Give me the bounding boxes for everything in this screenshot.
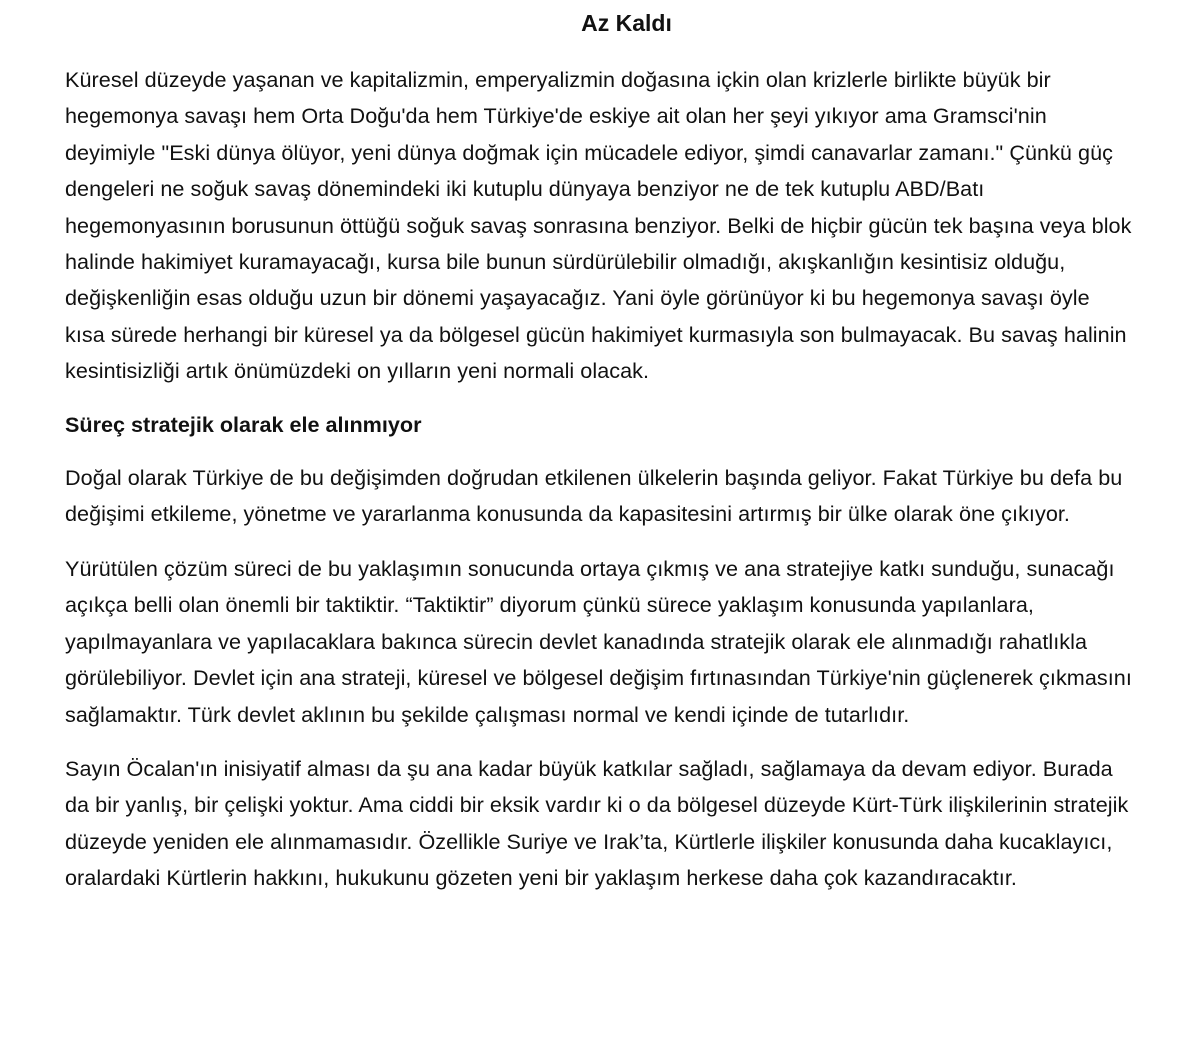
section-heading: Süreç stratejik olarak ele alınmıyor bbox=[65, 411, 422, 437]
paragraph-1: Küresel düzeyde yaşanan ve kapitalizmin, emperyalizmin doğasına içkin olan krizlerle birlikte büyük bir hegemonya savaşı hem Orta Doğu'da hem Türkiye'de eskiye ait olan her şeyi yıkıyor ama Gramsci'nin deyimiyle "Eski dünya ölüyor, yeni dünya doğmak için mücadele ediyor, şimdi canavarlar zamanı." Çünkü güç dengeleri ne soğuk savaş dönemindeki iki kutuplu dünyaya benziyor ne de tek kutuplu ABD/Batı hegemonyasının borusunun öttüğü soğuk savaş sonrasına benziyor. Belki de hiçbir gücün tek başına veya blok halinde hakimiyet kuramayacağı, kursa bile bunun sürdürülebilir olmadığı, akışkanlığın kesintisiz olduğu, değişkenliğin esas olduğu uzun bir dönemi yaşayacağız. Yani öyle görünüyor ki bu hegemonya savaşı öyle kısa sürede herhangi bir küresel ya da bölgesel gücün hakimiyet kurmasıyla son bulmayacak. Bu savaş halinin kesintisizliği artık önümüzdeki on yılların yeni normali olacak. bbox=[65, 67, 1132, 384]
paragraph-2: Doğal olarak Türkiye de bu değişimden doğrudan etkilenen ülkelerin başında geliyor. Fakat Türkiye bu defa bu değişimi etkileme, yönetme ve yararlanma konusunda da kapasitesini artırmış bir ülke olarak öne çıkıyor. bbox=[65, 465, 1123, 527]
article bbox=[65, 6, 1135, 897]
paragraph-3: Yürütülen çözüm süreci de bu yaklaşımın sonucunda ortaya çıkmış ve ana stratejiye katkı sunduğu, sunacağı açıkça belli olan önemli bir taktiktir. “Taktiktir” diyorum çünkü sürece yaklaşım konusunda yapılanlara, yapılmayanlara ve yapılacaklara bakınca sürecin devlet kanadında stratejik olarak ele alınmadığı rahatlıkla görülebiliyor. Devlet için ana strateji, küresel ve bölgesel değişim fırtınasından Türkiye'nin güçlenerek çıkmasını sağlamaktır. Türk devlet aklının bu şekilde çalışması normal ve kendi içinde de tutarlıdır. bbox=[65, 555, 1132, 727]
article-title: Az Kaldı bbox=[581, 10, 672, 36]
paragraph-4: Sayın Öcalan'ın inisiyatif alması da şu ana kadar büyük katkılar sağladı, sağlamaya da devam ediyor. Burada da bir yanlış, bir çelişki yoktur. Ama ciddi bir eksik vardır ki o da bölgesel düzeyde Kürt-Türk ilişkilerinin stratejik düzeyde yeniden ele alınmamasıdır. Özellikle Suriye ve Irak’ta, Kürtlerle ilişkiler konusunda daha kucaklayıcı, oralardaki Kürtlerin hakkını, hukukunu gözeten yeni bir yaklaşım herkese daha çok kazandıracaktır. bbox=[65, 755, 1129, 891]
